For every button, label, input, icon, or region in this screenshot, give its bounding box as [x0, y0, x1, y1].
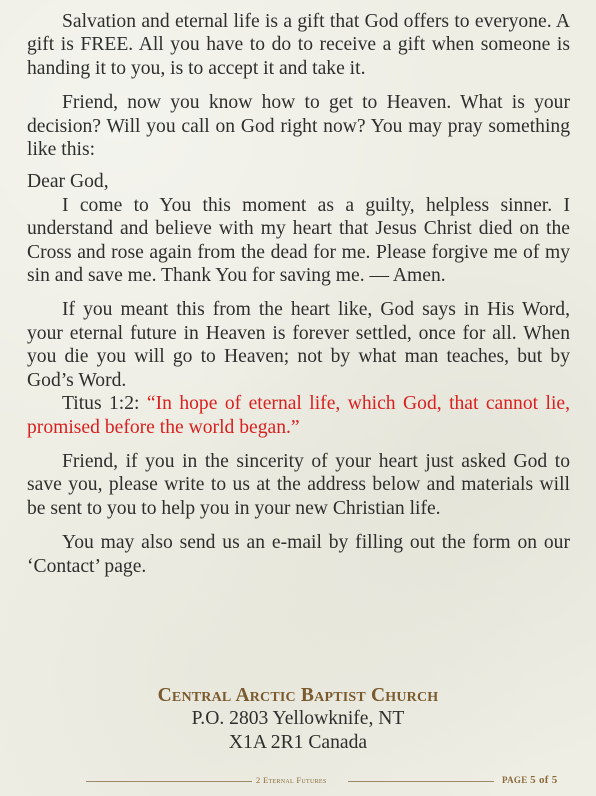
church-address-block — [0, 684, 596, 754]
paragraph-write-to-us: Friend, if you in the sincerity of your heart just asked God to save you, please write to us at the address below and materials will be sent to you to help you in your new Christian life. — [27, 450, 570, 519]
prayer-body: I come to You this moment as a guilty, helpless sinner. I understand and believe with my heart that Jesus Christ died on the Cross and rose again from the dead for me. Please forgive me of my sin and save me. Thank You for saving me. –– Amen. — [27, 194, 570, 287]
paragraph-contact: You may also send us an e-mail by filling out the form on our ‘Contact’ page. — [27, 532, 570, 577]
prayer-salutation: Dear God, — [27, 171, 109, 193]
footer-rule-right — [348, 781, 494, 782]
scripture-reference: Titus 1:2: — [62, 393, 147, 415]
paragraph-gift: Salvation and eternal life is a gift that God offers to everyone. A gift is FREE. All you have to do to receive a gift when someone is handing it to you, is to accept it and take it. — [27, 11, 570, 79]
address-line-2: X1A 2R1 Canada — [228, 731, 368, 753]
footer-rule-left — [86, 781, 252, 782]
paragraph-decision: Friend, now you know how to get to Heaven. What is your decision? Will you call on God right now? You may pray something like this: — [27, 92, 570, 161]
paragraph-assurance: If you meant this from the heart like, God says in His Word, your eternal future in Heaven is forever settled, once for all. When you die you will go to Heaven; not by what man teaches, but by God’s Word. — [27, 299, 570, 391]
church-name: Central Arctic Baptist Church — [157, 685, 439, 706]
page-word: PAGE — [502, 775, 528, 785]
page-indicator — [502, 774, 558, 786]
scripture-verse — [27, 392, 570, 439]
scripture-quote: “In hope of eternal life, which God, that cannot lie, promised before the world began.” — [27, 393, 570, 438]
page-number: 5 of 5 — [530, 774, 558, 786]
body-text — [27, 10, 570, 578]
address-line-1: P.O. 2803 Yellowknife, NT — [191, 708, 405, 730]
page-footer — [86, 774, 570, 788]
footer-title: 2 Eternal Futures — [256, 775, 327, 785]
